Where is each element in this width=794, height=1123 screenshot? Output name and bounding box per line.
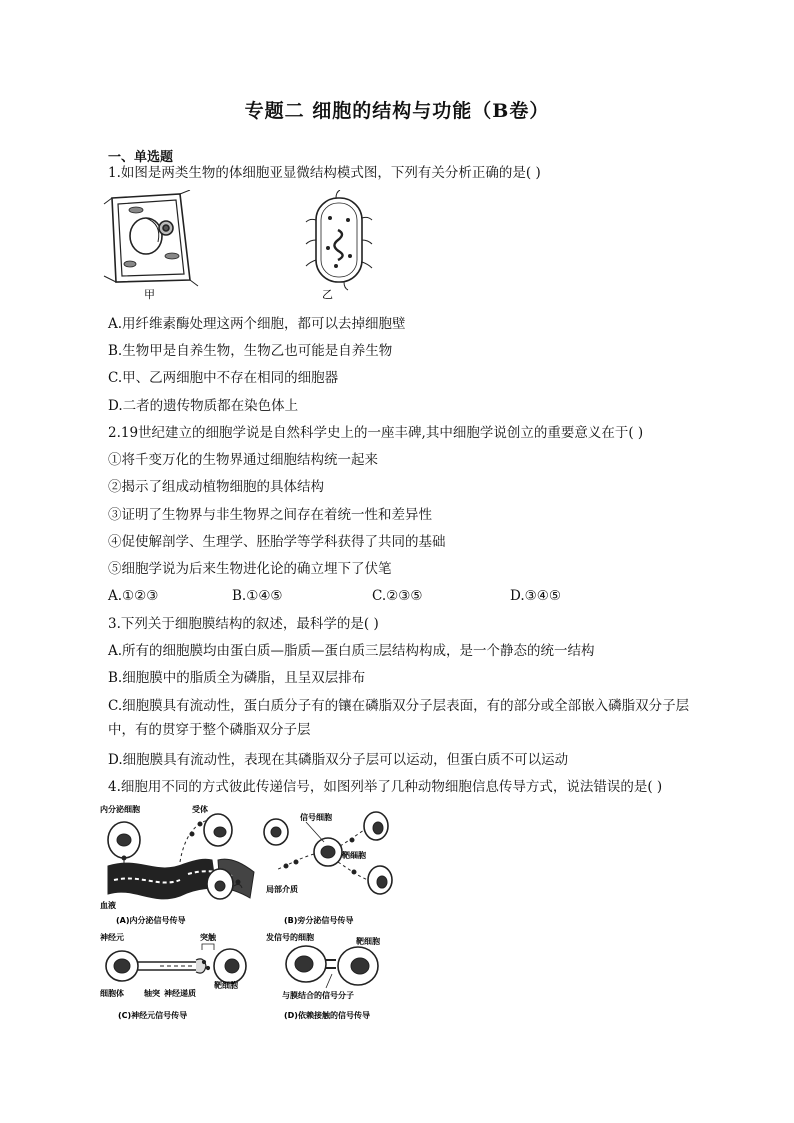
q2-item-3: ③证明了生物界与非生物界之间存在着统一性和差异性 xyxy=(108,507,432,523)
panel-c-label-axon: 轴突 xyxy=(144,989,160,998)
panel-d-label-target-cell: 靶细胞 xyxy=(356,937,380,946)
panel-c-label-neurotransmitter: 神经递质 xyxy=(164,989,196,998)
panel-d-contact xyxy=(286,946,378,988)
q1-figure xyxy=(100,190,390,302)
panel-b-label-signal-cell: 信号细胞 xyxy=(300,813,332,822)
panel-a-caption: (A)内分泌信号传导 xyxy=(116,916,186,925)
q1-fig-label-yi: 乙 xyxy=(322,288,333,301)
q2-option-d: D.③④⑤ xyxy=(510,588,561,604)
panel-c-caption: (C)神经元信号传导 xyxy=(118,1011,188,1020)
panel-c-label-cell-body: 细胞体 xyxy=(100,989,124,998)
panel-c-label-neuron: 神经元 xyxy=(100,933,124,942)
q1-fig-label-jia: 甲 xyxy=(144,288,155,301)
panel-d-caption: (D)依赖接触的信号传导 xyxy=(284,1011,370,1020)
q2-option-c: C.②③⑤ xyxy=(372,588,423,604)
q1-option-a: A.用纤维素酶处理这两个细胞，都可以去掉细胞壁 xyxy=(108,316,406,332)
bacterium-figure xyxy=(306,190,372,290)
q2-item-1: ①将千变万化的生物界通过细胞结构统一起来 xyxy=(108,452,378,468)
panel-a-label-blood: 血液 xyxy=(100,901,116,910)
section-heading: 一、单选题 xyxy=(108,150,174,165)
panel-b-caption: (B)旁分泌信号传导 xyxy=(284,916,354,925)
panel-d-label-membrane-signal: 与膜结合的信号分子 xyxy=(282,991,354,1000)
q3-option-c-cont: 中，有的贯穿于整个磷脂双分子层 xyxy=(108,722,311,738)
panel-b-paracrine xyxy=(264,812,392,894)
panel-c-neuron xyxy=(106,944,246,983)
q2-item-2: ②揭示了组成动植物细胞的具体结构 xyxy=(108,479,324,495)
panel-b-label-local-mediator: 局部介质 xyxy=(266,885,298,894)
plant-cell-figure xyxy=(104,190,198,286)
q3-option-b: B.细胞膜中的脂质全为磷脂，且呈双层排布 xyxy=(108,670,366,686)
q1-stem: 1.如图是两类生物的体细胞亚显微结构模式图，下列有关分析正确的是( ) xyxy=(108,165,541,181)
q4-figure xyxy=(100,802,400,1024)
q1-option-b: B.生物甲是自养生物，生物乙也可能是自养生物 xyxy=(108,343,393,359)
panel-b-label-target-cell: 靶细胞 xyxy=(342,851,366,860)
q1-option-d: D.二者的遗传物质都在染色体上 xyxy=(108,398,299,414)
q4-stem: 4.细胞用不同的方式彼此传递信号，如图列举了几种动物细胞信息传导方式，说法错误的是( ) xyxy=(108,779,663,795)
q3-option-a: A.所有的细胞膜均由蛋白质—脂质—蛋白质三层结构构成，是一个静态的统一结构 xyxy=(108,643,595,659)
panel-d-label-signal-cell: 发信号的细胞 xyxy=(266,933,314,942)
panel-a-endocrine xyxy=(108,814,254,899)
page-title: 专题二 细胞的结构与功能（B卷） xyxy=(244,100,550,122)
q1-option-c: C.甲、乙两细胞中不存在相同的细胞器 xyxy=(108,370,339,386)
panel-a-label-receptor: 受体 xyxy=(192,805,208,814)
q2-item-4: ④促使解剖学、生理学、胚胎学等学科获得了共同的基础 xyxy=(108,534,446,550)
panel-c-label-synapse: 突触 xyxy=(200,933,216,942)
q2-item-5: ⑤细胞学说为后来生物进化论的确立埋下了伏笔 xyxy=(108,561,392,577)
q2-option-b: B.①④⑤ xyxy=(232,588,283,604)
panel-a-label-endocrine-cell: 内分泌细胞 xyxy=(100,805,140,814)
q2-option-a: A.①②③ xyxy=(108,588,159,604)
q2-stem: 2.19世纪建立的细胞学说是自然科学史上的一座丰碑,其中细胞学说创立的重要意义在于( ) xyxy=(108,425,644,441)
panel-c-label-target-cell: 靶细胞 xyxy=(214,981,238,990)
q3-option-d: D.细胞膜具有流动性，表现在其磷脂双分子层可以运动，但蛋白质不可以运动 xyxy=(108,752,569,768)
q3-option-c: C.细胞膜具有流动性，蛋白质分子有的镶在磷脂双分子层表面，有的部分或全部嵌入磷脂双分子层 xyxy=(108,698,690,714)
q3-stem: 3.下列关于细胞膜结构的叙述，最科学的是( ) xyxy=(108,616,379,632)
